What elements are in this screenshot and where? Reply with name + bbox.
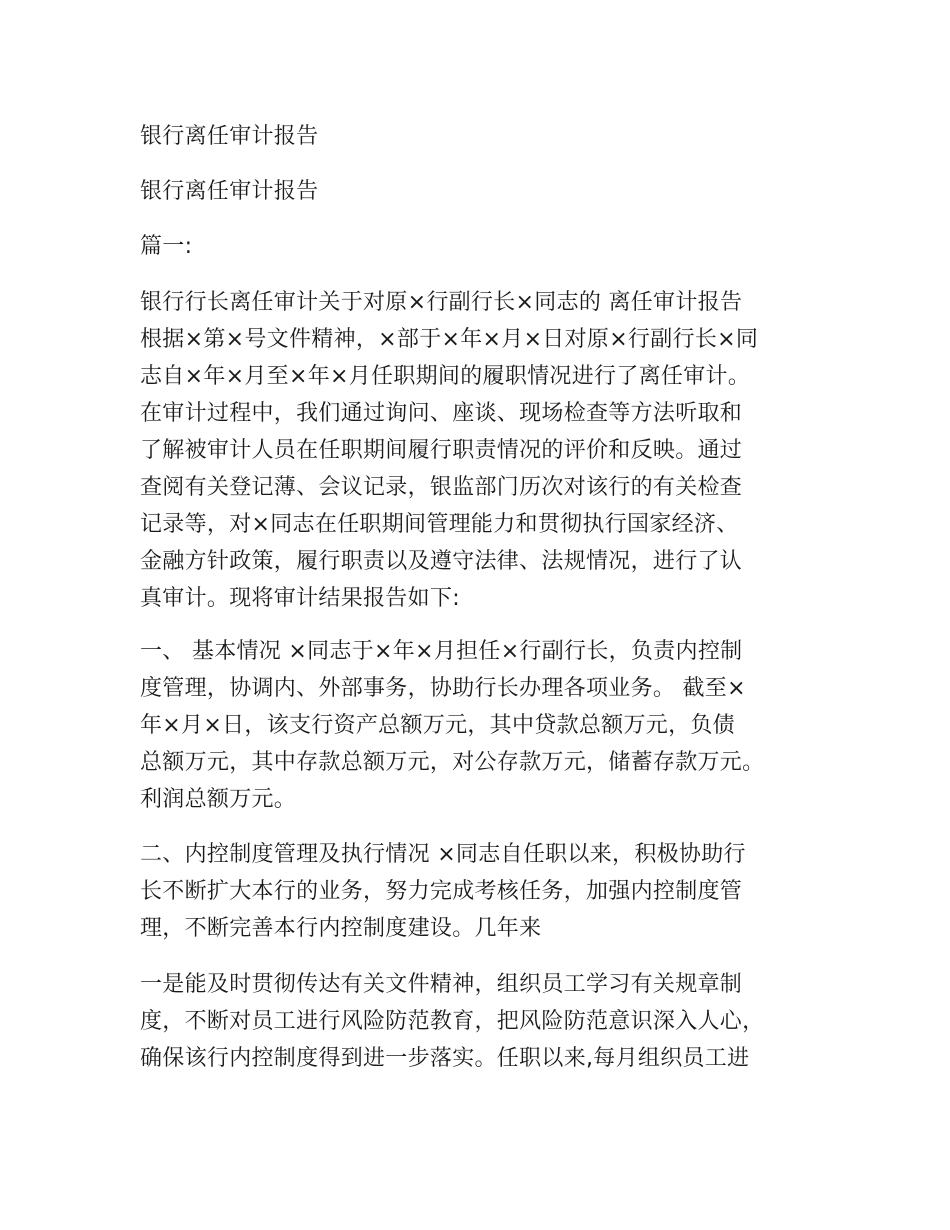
paragraph-internal-control xyxy=(140,836,830,947)
document-title xyxy=(140,118,830,155)
paragraph-line: 年×月×日，该支行资产总额万元，其中贷款总额万元，负债 xyxy=(140,713,735,738)
paragraph-line: 金融方针政策，履行职责以及遵守法律、法规情况，进行了认 xyxy=(140,549,743,574)
paragraph-line: 一、 基本情况 ×同志于×年×月担任×行副行长，负责内控制 xyxy=(140,639,743,664)
paragraph-line: 真审计。现将审计结果报告如下: xyxy=(140,586,460,611)
paragraph-line: 利润总额万元。 xyxy=(140,787,297,812)
paragraph-basic-situation xyxy=(140,633,830,818)
title-line: 银行离任审计报告 xyxy=(140,179,319,204)
paragraph-line: 度，不断对员工进行风险防范教育，把风险防范意识深入人心， xyxy=(140,1009,765,1034)
paragraph-line: 查阅有关登记薄、会议记录，银监部门历次对该行的有关检查 xyxy=(140,475,743,500)
section-label-text: 篇一: xyxy=(140,234,193,259)
paragraph-line: 度管理，协调内、外部事务，协助行长办理各项业务。 截至× xyxy=(140,676,746,701)
paragraph-line: 总额万元，其中存款总额万元，对公存款万元，储蓄存款万元。 xyxy=(140,750,765,775)
paragraph-line: 志自×年×月至×年×月任职期间的履职情况进行了离任审计。 xyxy=(140,364,751,389)
paragraph-line: 根据×第×号文件精神，×部于×年×月×日对原×行副行长×同 xyxy=(140,327,759,352)
paragraph-line: 记录等，对×同志在任职期间管理能力和贯彻执行国家经济、 xyxy=(140,512,739,537)
paragraph-line: 确保该行内控制度得到进一步落实。任职以来,每月组织员工进 xyxy=(140,1046,750,1071)
paragraph-line: 二、内控制度管理及执行情况 ×同志自任职以来，积极协助行 xyxy=(140,842,746,867)
paragraph-line: 银行行长离任审计关于对原×行副行长×同志的 离任审计报告 xyxy=(140,290,743,315)
paragraph-line: 理，不断完善本行内控制度建设。几年来 xyxy=(140,916,542,941)
document-subtitle xyxy=(140,173,830,210)
section-label xyxy=(140,228,830,265)
paragraph-intro xyxy=(140,284,830,617)
paragraph-line: 长不断扩大本行的业务，努力完成考核任务，加强内控制度管 xyxy=(140,879,743,904)
paragraph-line: 在审计过程中，我们通过询问、座谈、现场检查等方法听取和 xyxy=(140,401,743,426)
paragraph-line: 一是能及时贯彻传达有关文件精神，组织员工学习有关规章制 xyxy=(140,972,743,997)
paragraph-line: 了解被审计人员在任职期间履行职责情况的评价和反映。通过 xyxy=(140,438,743,463)
paragraph-first-point xyxy=(140,966,830,1077)
title-line: 银行离任审计报告 xyxy=(140,124,319,149)
